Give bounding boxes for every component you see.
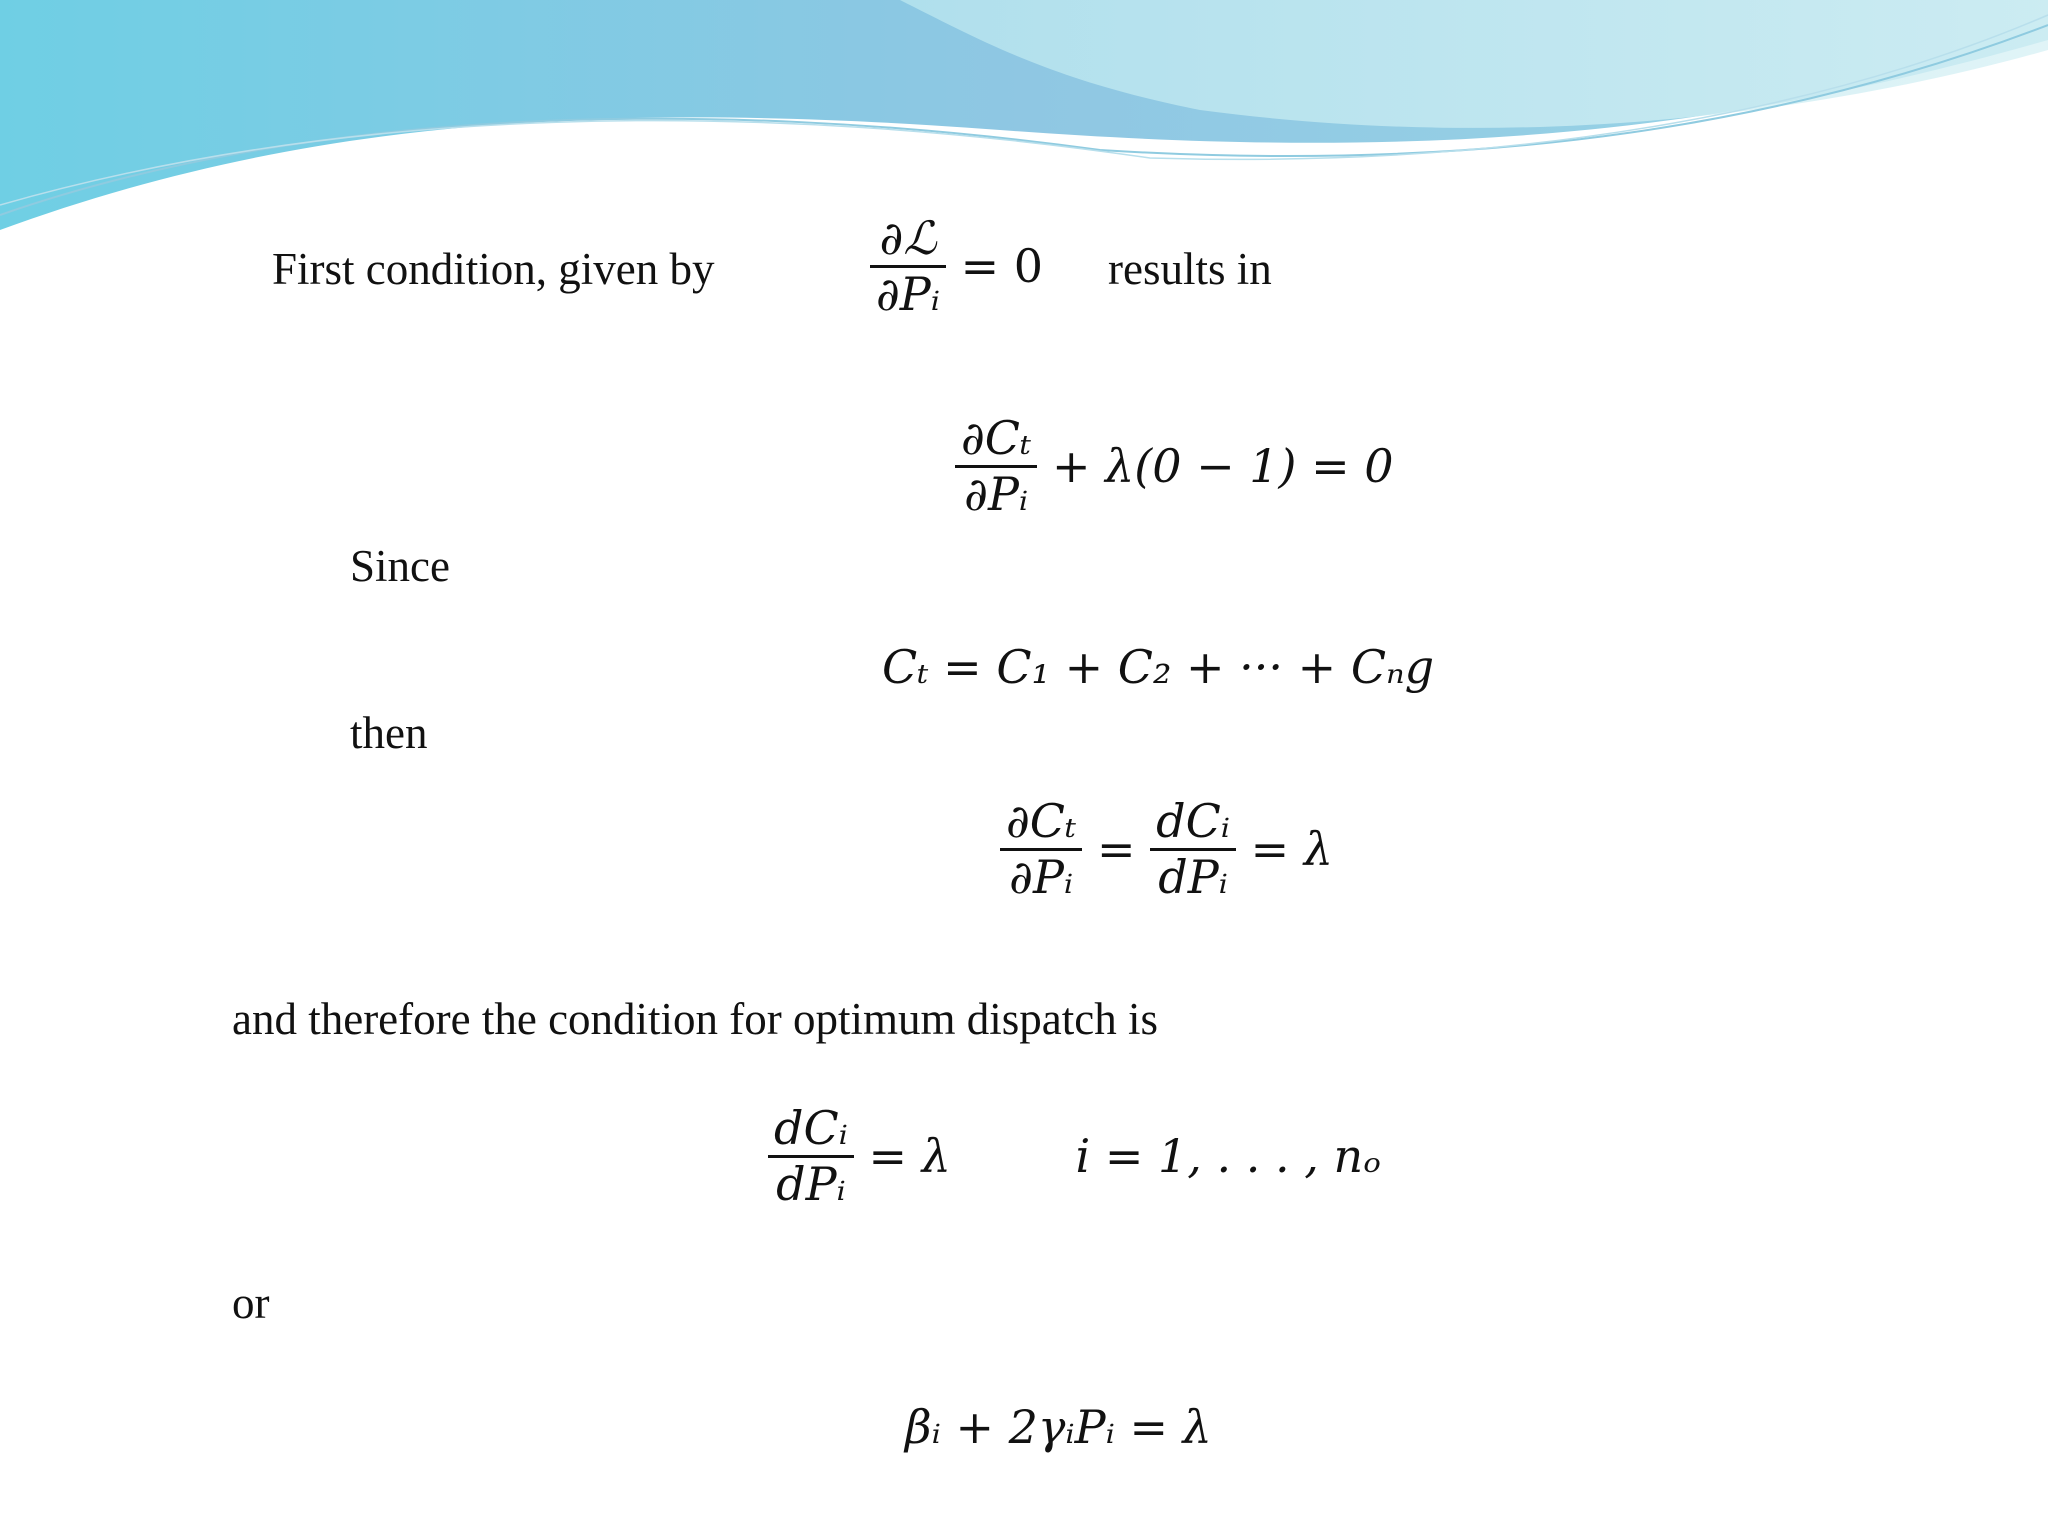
denominator: ∂Pᵢ [964, 466, 1029, 521]
first-condition-text: First condition, given by [272, 244, 715, 294]
numerator: ∂ℒ [870, 212, 946, 268]
index-range: i = 1, . . . , nₒ [1075, 1129, 1381, 1184]
equation-total-cost: Cₜ = C₁ + C₂ + ··· + Cₙg [882, 640, 1435, 694]
since-text: Since [350, 541, 450, 591]
results-in-text: results in [1108, 244, 1272, 294]
denominator: dPᵢ [776, 1156, 846, 1211]
therefore-text: and therefore the condition for optimum dispatch is [232, 994, 1159, 1044]
rhs: + λ(0 − 1) = 0 [1051, 439, 1394, 494]
fraction [955, 412, 1037, 521]
equation-first-condition [955, 412, 1394, 521]
numerator: ∂Cₜ [1000, 795, 1082, 851]
numerator: dCᵢ [1150, 795, 1236, 851]
header-wave-decoration [0, 0, 2048, 240]
rhs: = 0 [960, 239, 1044, 294]
or-text: or [232, 1278, 270, 1328]
denominator: ∂Pᵢ [876, 266, 940, 321]
rhs: = λ [868, 1129, 951, 1184]
fraction [870, 212, 946, 321]
fraction-2 [1150, 795, 1236, 904]
fraction [768, 1102, 854, 1211]
denominator: ∂Pᵢ [1009, 849, 1074, 904]
equation-incremental-cost [1000, 795, 1333, 904]
rhs: = λ [1250, 822, 1333, 877]
then-text: then [350, 708, 428, 758]
numerator: ∂Cₜ [955, 412, 1037, 468]
equation-quadratic-cost: βᵢ + 2γᵢPᵢ = λ [905, 1400, 1212, 1454]
denominator: dPᵢ [1158, 849, 1228, 904]
equation-optimum-dispatch [768, 1102, 1381, 1211]
equals: = [1096, 822, 1136, 877]
equation-lagrangian-derivative [870, 212, 1043, 321]
numerator: dCᵢ [768, 1102, 854, 1158]
fraction-1 [1000, 795, 1082, 904]
